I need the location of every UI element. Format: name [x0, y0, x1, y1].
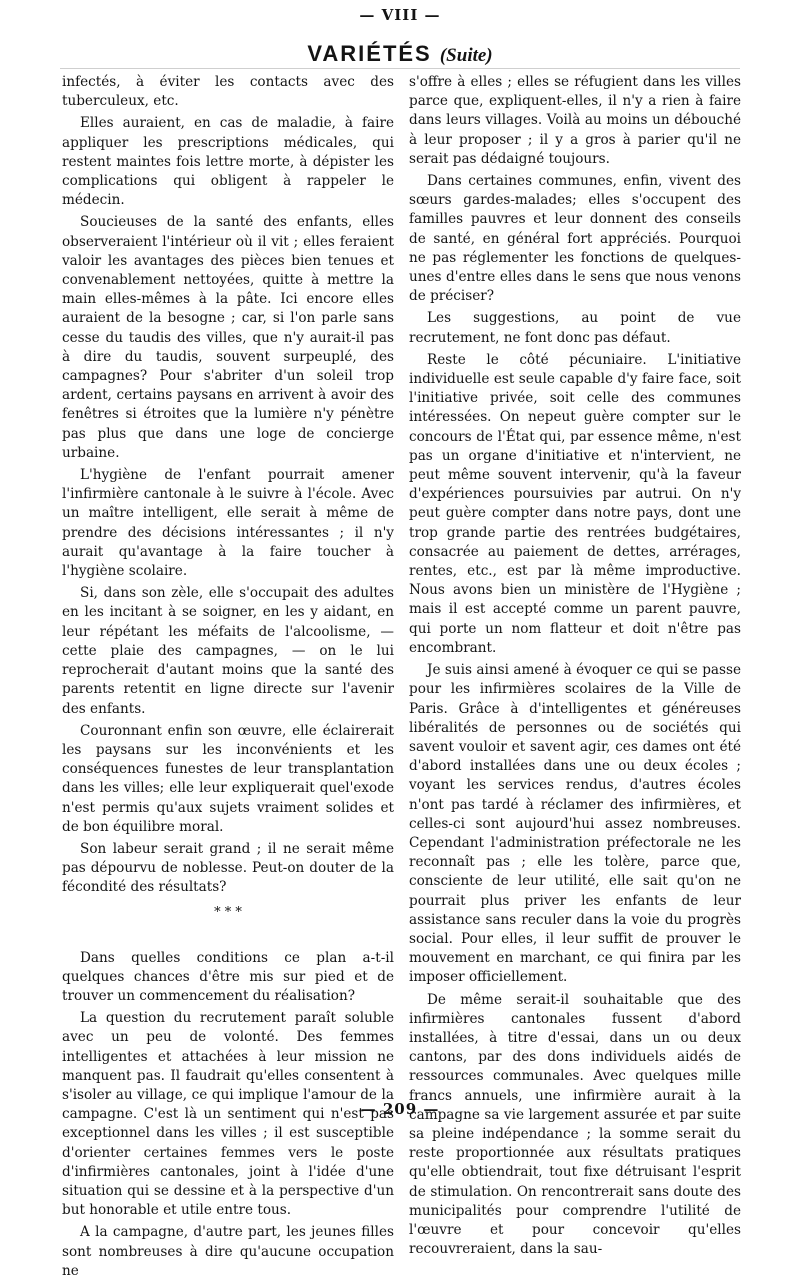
page-number: — 209 — — [360, 1100, 440, 1118]
section-title — [0, 41, 800, 67]
paragraph: Dans certaines communes, enfin, vivent des sœurs gardes-malades; elles s'occupent des familles pauvres et leur donnent des conseils de santé, en général fort appréciés. Pourquoi ne pas réglementer les fonctions de quelques-unes d'entre elles dans le sens que nous venons de préciser? — [409, 173, 741, 305]
paragraph: s'offre à elles ; elles se réfugient dans les villes parce que, expliquent-elles, il n'y a rien à faire dans leurs villages. Voilà au moins un débouché à leur proposer ; il y a gros à parier qu'il ne serait pas dédaigné toujours. — [409, 74, 741, 167]
paragraph: Reste le côté pécuniaire. L'initiative individuelle est seule capable d'y faire face, soit l'initiative privée, soit celle des communes intéressées. On nepeut guère compter sur le concours de l'État qui, par essence même, n'est pas un organe d'initiative et n'intervient, ne peut même souvent intervenir, qu'à la faveur d'expériences poursuivies par autrui. On n'y peut guère compter dans notre pays, dont une trop grande partie des rentrées budgétaires, consacrée au paiement de dettes, arrérages, rentes, etc., est par là même improductive. Nous avons bien un ministère de l'Hygiène ; mais il est accepté comme un parent pauvre, qui porte un nom flatteur et doit n'être pas encombrant. — [409, 351, 741, 656]
paragraph: De même serait-il souhaitable que des infirmières cantonales fussent d'abord installées, à titre d'essai, dans un ou deux cantons, par des dons individuels aidés de ressources communales. Avec quelques mille francs annuels, une infirmière aurait à la campagne sa vie largement assurée et par suite sa pleine indépendance ; la somme serait du reste proportionnée aux résultats pratiques qu'elle obtiendrait, tout fixe détruisant l'esprit de stimulation. On rencontrerait sans doute des municipalités pour comprendre l'utilité de l'œuvre et pour concevoir qu'elles recouvreraient, dans la sau- — [409, 991, 741, 1258]
right-column — [409, 73, 741, 1259]
paragraph: Dans quelles conditions ce plan a-t-il quelques chances d'être mis sur pied et de trouver un commencement du réalisation? — [62, 949, 394, 1004]
paragraph: A la campagne, d'autre part, les jeunes filles sont nombreuses à dire qu'aucune occupation ne — [62, 1224, 394, 1279]
paragraph: L'hygiène de l'enfant pourrait amener l'infirmière cantonale à le suivre à l'école. Avec un maître intelligent, elle serait à même de prendre des décisions intéressantes ; il n'y aurait qu'avantage à la faire toucher à l'hygiène scolaire. — [62, 467, 394, 580]
paragraph: Soucieuses de la santé des enfants, elles observeraient l'intérieur où il vit ; elles feraient valoir les avantages des pièces bien tenues et convenablement nettoyées, quitte à mettre la main elles-mêmes à la pâte. Ici encore elles auraient de la besogne ; car, si l'on parle sans cesse du taudis des villes, que n'y aurait-il pas à dire du taudis, souvent surpeuplé, des campagnes? Pour s'abriter d'un soleil trop ardent, certains paysans en arrivent à avoir des fenêtres si étroites que la lumière n'y pénètre pas plus que dans une loge de concierge urbaine. — [62, 214, 394, 461]
section-title-text: VARIÉTÉS — [307, 41, 432, 66]
paragraph: Je suis ainsi amené à évoquer ce qui se passe pour les infirmières scolaires de la Ville de Paris. Grâce à d'intelligentes et généreuses libéralités de personnes ou de sociétés qui savent vouloir et savent agir, ces dames ont été d'abord installées dans une ou deux écoles ; voyant les services rendus, d'autres écoles n'ont pas tardé à réclamer des infirmières, et celles-ci sont aujourd'hui assez nombreuses. Cependant l'administration préfectorale ne les reconnaît pas ; elle les tolère, parce que, consciente de leur utilité, elle sait qu'on ne pourrait plus priver les enfants de leur assistance sans reculer dans la voie du progrès social. Pour elles, il leur suffit de prouver le mouvement en marchant, ce qui finira par les imposer officiellement. — [409, 662, 741, 986]
paragraph: Les suggestions, au point de vue recrutement, ne font donc pas défaut. — [409, 310, 741, 346]
header-rule — [60, 68, 740, 69]
paragraph: Son labeur serait grand ; il ne serait même pas dépourvu de noblesse. Peut-on douter de la fécondité des résultats? — [62, 840, 394, 896]
paragraph: La question du recrutement paraît soluble avec un peu de volonté. Des femmes intelligentes et attachées à leur mission ne manquent pas. Il faudrait qu'elles consentent à s'isoler au village, ce qui implique l'amour de la campagne. C'est là un sentiment qui n'est pas exceptionnel dans les villes ; il est susceptible d'orienter certaines femmes vers le poste d'infirmières cantonales, joint à l'idée d'une situation qui se dessine et à la perspective d'un but honorable et utile entre tous. — [62, 1010, 394, 1219]
section-title-suffix: (Suite) — [439, 45, 493, 66]
section-divider-stars: * * * — [214, 904, 242, 920]
paragraph: infectés, à éviter les contacts avec des tuberculeux, etc. — [62, 74, 394, 110]
paragraph: Couronnant enfin son œuvre, elle éclairerait les paysans sur les inconvénients et les conséquences funestes de leur transplantation dans les villes; elle leur expliquerait quel'exode n'est permis qu'aux sujets vraiment solides et de bon équilibre moral. — [62, 722, 394, 835]
paragraph: Si, dans son zèle, elle s'occupait des adultes en les incitant à se soigner, en les y aidant, en leur répétant les méfaits de l'alcoolisme, — cette plaie des campagnes, — on le lui reprocherait d'autant moins que la santé des parents retentit en ligne directe sur l'avenir des enfants. — [62, 585, 394, 717]
paragraph: Elles auraient, en cas de maladie, à faire appliquer les prescriptions médicales, qui restent maintes fois lettre morte, à dépister les complications qui obligent à rappeler le médecin. — [62, 115, 394, 209]
header-page-roman: — VIII — — [359, 6, 441, 24]
